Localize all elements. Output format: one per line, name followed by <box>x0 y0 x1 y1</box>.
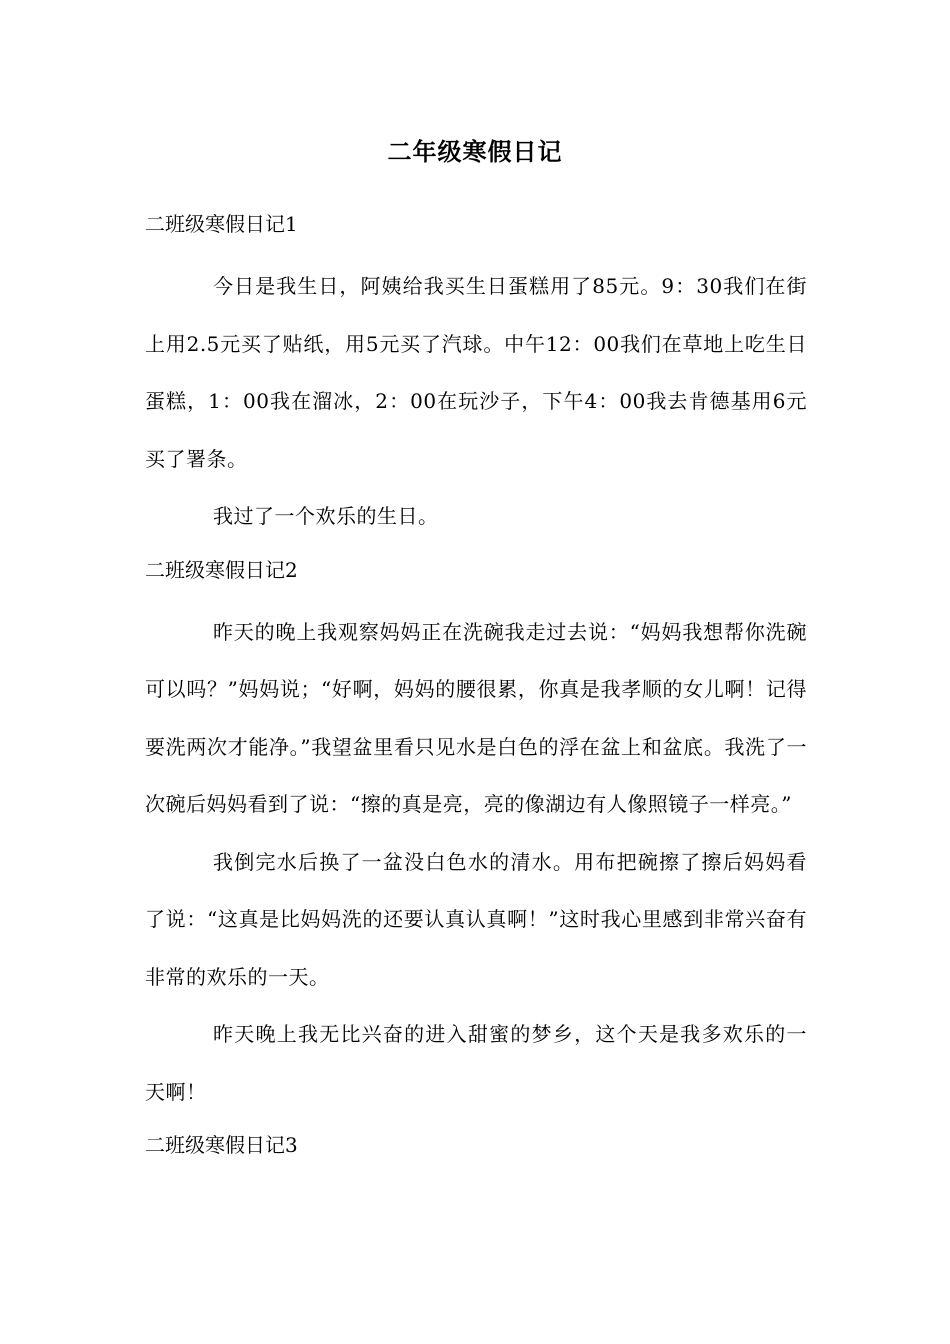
page-title: 二年级寒假日记 <box>387 137 563 166</box>
entry-heading-3: 二班级寒假日记3 <box>145 1133 298 1157</box>
document-body <box>145 200 807 1179</box>
entry-heading-2: 二班级寒假日记2 <box>145 557 298 582</box>
entry-2-paragraph-1: 昨天的晚上我观察妈妈正在洗碗我走过去说：“妈妈我想帮你洗碗可以吗？”妈妈说；“好啊，妈妈的腰很累，你真是我孝顺的女儿啊！记得要洗两次才能净。”我望盆里看只见水是白色的浮在盆上和盆底。我洗了一次碗后妈妈看到了说：“擦的真是亮，亮的像湖边有人像照镜子一样亮。” <box>145 619 807 816</box>
entry-1-paragraph-1: 今日是我生日，阿姨给我买生日蛋糕用了85元。9：30我们在街上用2.5元买了贴纸，用5元买了汽球。中午12：00我们在草地上吃生日蛋糕，1：00我在溜冰，2：00在玩沙子，下午4：00我去肯德基用6元买了署条。 <box>145 274 807 471</box>
entry-2-paragraph-3: 昨天晚上我无比兴奋的进入甜蜜的梦乡，这个天是我多欢乐的一天啊！ <box>145 1022 807 1104</box>
entry-1-paragraph-2: 我过了一个欢乐的生日。 <box>213 504 439 528</box>
entry-heading-1: 二班级寒假日记1 <box>145 212 298 236</box>
entry-2-paragraph-2: 我倒完水后换了一盆没白色水的清水。用布把碗擦了擦后妈妈看了说：“这真是比妈妈洗的还要认真认真啊！”这时我心里感到非常兴奋有非常的欢乐的一天。 <box>145 849 807 989</box>
